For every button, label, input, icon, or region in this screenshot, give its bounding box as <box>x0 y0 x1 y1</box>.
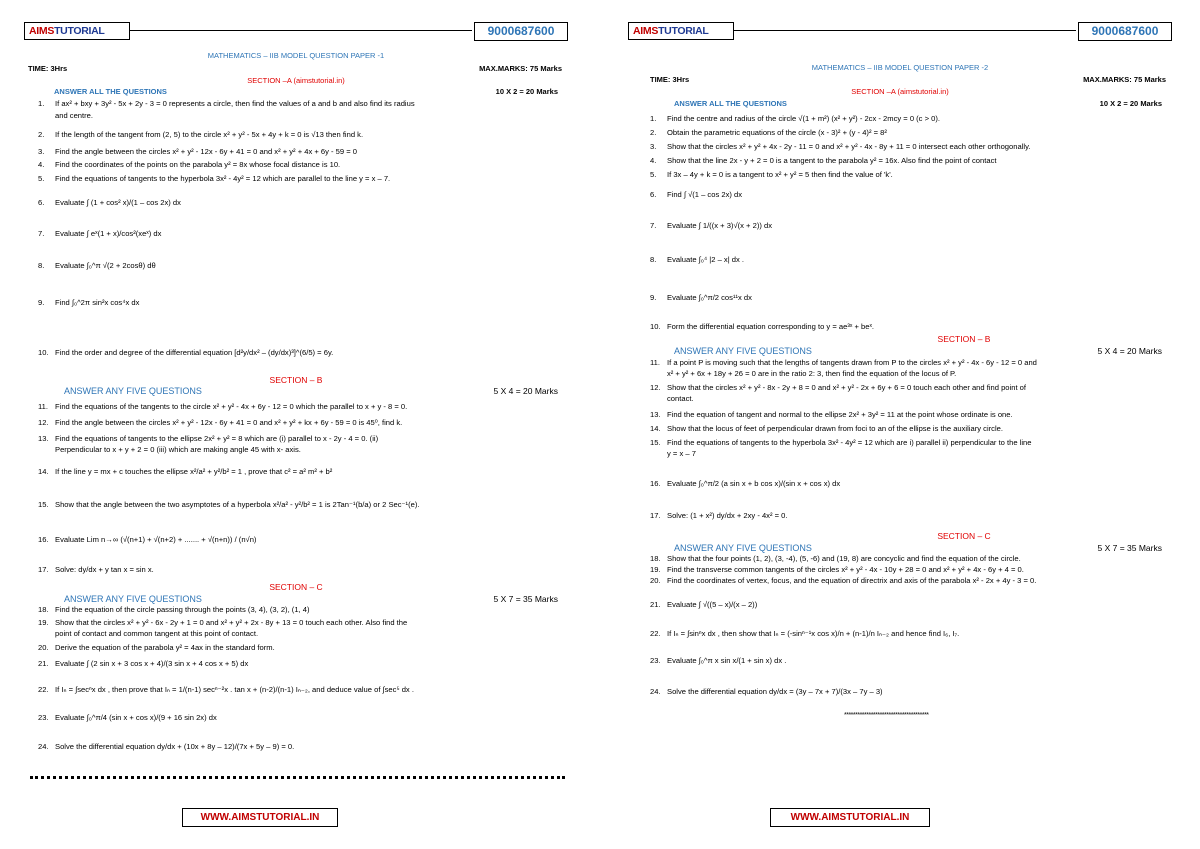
question: 15. Show that the angle between the two asymptotes of a hyperbola x²/a² - y²/b² = 1 is 2Tan⁻¹(b/a) or 2 Sec⁻¹(e). <box>38 500 420 509</box>
question: 10. Form the differential equation corresponding to y = ae³ˣ + beˣ. <box>650 322 875 331</box>
question: 10. Find the order and degree of the differential equation [d²y/dx² – (dy/dx)³]^(6/5) = 6y. <box>38 348 334 357</box>
time-label: TIME: 3Hrs <box>28 64 68 73</box>
section-c-instruction: ANSWER ANY FIVE QUESTIONS <box>674 543 812 553</box>
paper-title: MATHEMATICS – IIB MODEL QUESTION PAPER -2 <box>811 63 989 72</box>
phone-number: 9000687600 <box>1078 22 1172 41</box>
time-label: TIME: 3Hrs <box>650 75 690 84</box>
section-b-instruction: ANSWER ANY FIVE QUESTIONS <box>64 386 202 396</box>
max-marks: MAX.MARKS: 75 Marks <box>1083 75 1166 84</box>
question: 1. Find the centre and radius of the circle √(1 + m²) (x² + y²) - 2cx - 2mcy = 0 (c > 0). <box>650 114 940 123</box>
question-continued: y = x – 7 <box>667 449 696 458</box>
question: 9. Evaluate ∫₀^π/2 cos¹¹x dx <box>650 293 752 302</box>
question: 17. Solve: dy/dx + y tan x = sin x. <box>38 565 154 574</box>
question: 11. If a point P is moving such that the lengths of tangents drawn from P to the circles x² + y² - 4x - 6y - 12 = 0 and <box>650 358 1037 367</box>
paper-title: MATHEMATICS – IIB MODEL QUESTION PAPER -1 <box>207 51 385 60</box>
question: 14. If the line y = mx + c touches the ellipse x²/a² + y²/b² = 1 , prove that c² = a² m² + b² <box>38 467 333 476</box>
question: 11. Find the equations of the tangents to the circle x² + y² - 4x + 6y - 12 = 0 which the parallel to x + y - 8 = 0. <box>38 402 408 411</box>
question: 21. Evaluate ∫ (2 sin x + 3 cos x + 4)/(3 sin x + 4 cos x + 5) dx <box>38 659 249 668</box>
section-a-marks: 10 X 2 = 20 Marks <box>1099 99 1162 108</box>
question: 19. Show that the circles x² + y² - 6x - 2y + 1 = 0 and x² + y² + 2x - 8y + 13 = 0 touch each other. Also find the <box>38 618 408 627</box>
question-continued: contact. <box>667 394 694 403</box>
section-c-marks: 5 X 7 = 35 Marks <box>1097 543 1162 553</box>
section-a-marks: 10 X 2 = 20 Marks <box>495 87 558 96</box>
question: 2. If the length of the tangent from (2, 5) to the circle x² + y² - 5x + 4y + k = 0 is √13 then find k. <box>38 130 364 139</box>
question: 17. Solve: (1 + x²) dy/dx + 2xy - 4x² = 0. <box>650 511 788 520</box>
question: 12. Show that the circles x² + y² - 8x - 2y + 8 = 0 and x² + y² - 2x + 6y + 6 = 0 touch each other and find point of <box>650 383 1026 392</box>
question-continued: Perpendicular to x + y + 2 = 0 (iii) which are making angle 45 with x- axis. <box>55 445 301 454</box>
section-a-instruction: ANSWER ALL THE QUESTIONS <box>674 99 787 108</box>
section-c-marks: 5 X 7 = 35 Marks <box>493 594 558 604</box>
question: 7. Evaluate ∫ eˣ(1 + x)/cos²(xeˣ) dx <box>38 229 162 238</box>
question: 24. Solve the differential equation dy/dx + (10x + 8y – 12)/(7x + 5y – 9) = 0. <box>38 742 295 751</box>
question: 21. Evaluate ∫ √((5 – x)/(x – 2)) <box>650 600 758 609</box>
question: 8. Evaluate ∫₀^π √(2 + 2cosθ) dθ <box>38 261 156 270</box>
question-continued: and centre. <box>55 111 93 120</box>
question: 5. Find the equations of tangents to the hyperbola 3x² - 4y² = 12 which are parallel to the line y = x – 7. <box>38 174 391 183</box>
question: 5. If 3x – 4y + k = 0 is a tangent to x² + y² = 5 then find the value of 'k'. <box>650 170 893 179</box>
dotted-divider <box>30 776 565 779</box>
section-a-instruction: ANSWER ALL THE QUESTIONS <box>54 87 167 96</box>
question: 12. Find the angle between the circles x² + y² - 12x - 6y + 41 = 0 and x² + y² + kx + 6y - 59 = 0 is 45⁰, find k. <box>38 418 403 427</box>
question: 23. Evaluate ∫₀^π x sin x/(1 + sin x) dx . <box>650 656 787 665</box>
question: 19. Find the transverse common tangents of the circles x² + y² - 4x - 10y + 28 = 0 and x² + y² + 4x - 6y + 4 = 0. <box>650 565 1024 574</box>
question: 23. Evaluate ∫₀^π/4 (sin x + cos x)/(9 + 16 sin 2x) dx <box>38 713 217 722</box>
question: 22. If Iₙ = ∫secⁿx dx , then prove that Iₙ = 1/(n-1) secⁿ⁻²x . tan x + (n-2)/(n-1) Iₙ₋₂, and deduce value of ∫sec⁵ dx . <box>38 685 414 694</box>
section-b-marks: 5 X 4 = 20 Marks <box>1097 346 1162 356</box>
model-paper-2 <box>628 22 1172 827</box>
section-b-instruction: ANSWER ANY FIVE QUESTIONS <box>674 346 812 356</box>
footer-website[interactable]: WWW.AIMSTUTORIAL.IN <box>770 808 930 827</box>
question: 20. Derive the equation of the parabola y² = 4ax in the standard form. <box>38 643 275 652</box>
section-b-heading: SECTION – B <box>937 334 991 344</box>
question: 14. Show that the locus of feet of perpendicular drawn from foci to an of the ellipse is the auxiliary circle. <box>650 424 1003 433</box>
question: 2. Obtain the parametric equations of the circle (x - 3)² + (y - 4)² = 8² <box>650 128 887 137</box>
section-a-heading: SECTION –A (aimstutorial.in) <box>247 76 345 85</box>
brand-logo: AIMSTUTORIAL <box>628 22 734 40</box>
phone-number: 9000687600 <box>474 22 568 41</box>
section-b-marks: 5 X 4 = 20 Marks <box>493 386 558 396</box>
question: 18. Show that the four points (1, 2), (3, -4), (5, -6) and (19, 8) are concyclic and find the equation of the circle. <box>650 554 1021 563</box>
question: 6. Find ∫ √(1 – cos 2x) dx <box>650 190 743 199</box>
section-c-instruction: ANSWER ANY FIVE QUESTIONS <box>64 594 202 604</box>
question-continued: point of contact and common tangent at this point of contact. <box>55 629 259 638</box>
question: 15. Find the equations of tangents to the hyperbola 3x² - 4y² = 12 which are i) parallel ii) perpendicular to the line <box>650 438 1032 447</box>
section-c-heading: SECTION – C <box>937 531 991 541</box>
question: 8. Evaluate ∫₀⁴ |2 – x| dx . <box>650 255 745 264</box>
question: 18. Find the equation of the circle passing through the points (3, 4), (3, 2), (1, 4) <box>38 605 310 614</box>
section-b-heading: SECTION – B <box>269 375 323 385</box>
question: 3. Show that the circles x² + y² + 4x - 2y - 11 = 0 and x² + y² - 4x - 8y + 11 = 0 intersect each other orthogonally. <box>650 142 1031 151</box>
question-continued: x² + y² + 6x + 18y + 26 = 0 are in the ratio 2: 3, then find the equation of the locus of P. <box>667 369 957 378</box>
section-a-heading: SECTION –A (aimstutorial.in) <box>851 87 949 96</box>
header-rule <box>130 30 472 31</box>
section-c-heading: SECTION – C <box>269 582 323 592</box>
question: 22. If Iₙ = ∫sinⁿx dx , then show that Iₙ = (-sinⁿ⁻¹x cos x)/n + (n-1)/n Iₙ₋₂ and hence find I₆, I₇. <box>650 629 960 638</box>
question: 20. Find the coordinates of vertex, focus, and the equation of directrix and axis of the parabola x² - 2x + 4y - 3 = 0. <box>650 576 1037 585</box>
question: 24. Solve the differential equation dy/dx = (3y – 7x + 7)/(3x – 7y – 3) <box>650 687 883 696</box>
question: 6. Evaluate ∫ (1 + cos² x)/(1 – cos 2x) dx <box>38 198 181 207</box>
question: 4. Show that the line 2x - y + 2 = 0 is a tangent to the parabola y² = 16x. Also find the point of contact <box>650 156 997 165</box>
question: 13. Find the equations of tangents to the ellipse 2x² + y² = 8 which are (i) parallel to x - 2y - 4 = 0. (ii) <box>38 434 379 443</box>
model-paper-1 <box>24 22 568 827</box>
header-rule <box>734 30 1076 31</box>
question: 4. Find the coordinates of the points on the parabola y² = 8x whose focal distance is 10. <box>38 160 341 169</box>
question: 7. Evaluate ∫ 1/((x + 3)√(x + 2)) dx <box>650 221 773 230</box>
footer-website[interactable]: WWW.AIMSTUTORIAL.IN <box>182 808 338 827</box>
question: 16. Evaluate Lim n→∞ (√(n+1) + √(n+2) + ....... + √(n+n)) / (n√n) <box>38 535 257 544</box>
brand-logo: AIMSTUTORIAL <box>24 22 130 40</box>
question: 9. Find ∫₀^2π sin²x cos⁴x dx <box>38 298 140 307</box>
question: 1. If ax² + bxy + 3y² - 5x + 2y - 3 = 0 represents a circle, then find the values of a and b and also find its radius <box>38 99 415 108</box>
question: 13. Find the equation of tangent and normal to the ellipse 2x² + 3y² = 11 at the point whose ordinate is one. <box>650 410 1013 419</box>
end-marker: ************************************** <box>844 712 929 719</box>
question: 3. Find the angle between the circles x² + y² - 12x - 6y + 41 = 0 and x² + y² + 4x + 6y - 59 = 0 <box>38 147 358 156</box>
question: 16. Evaluate ∫₀^π/2 (a sin x + b cos x)/(sin x + cos x) dx <box>650 479 841 488</box>
max-marks: MAX.MARKS: 75 Marks <box>479 64 562 73</box>
